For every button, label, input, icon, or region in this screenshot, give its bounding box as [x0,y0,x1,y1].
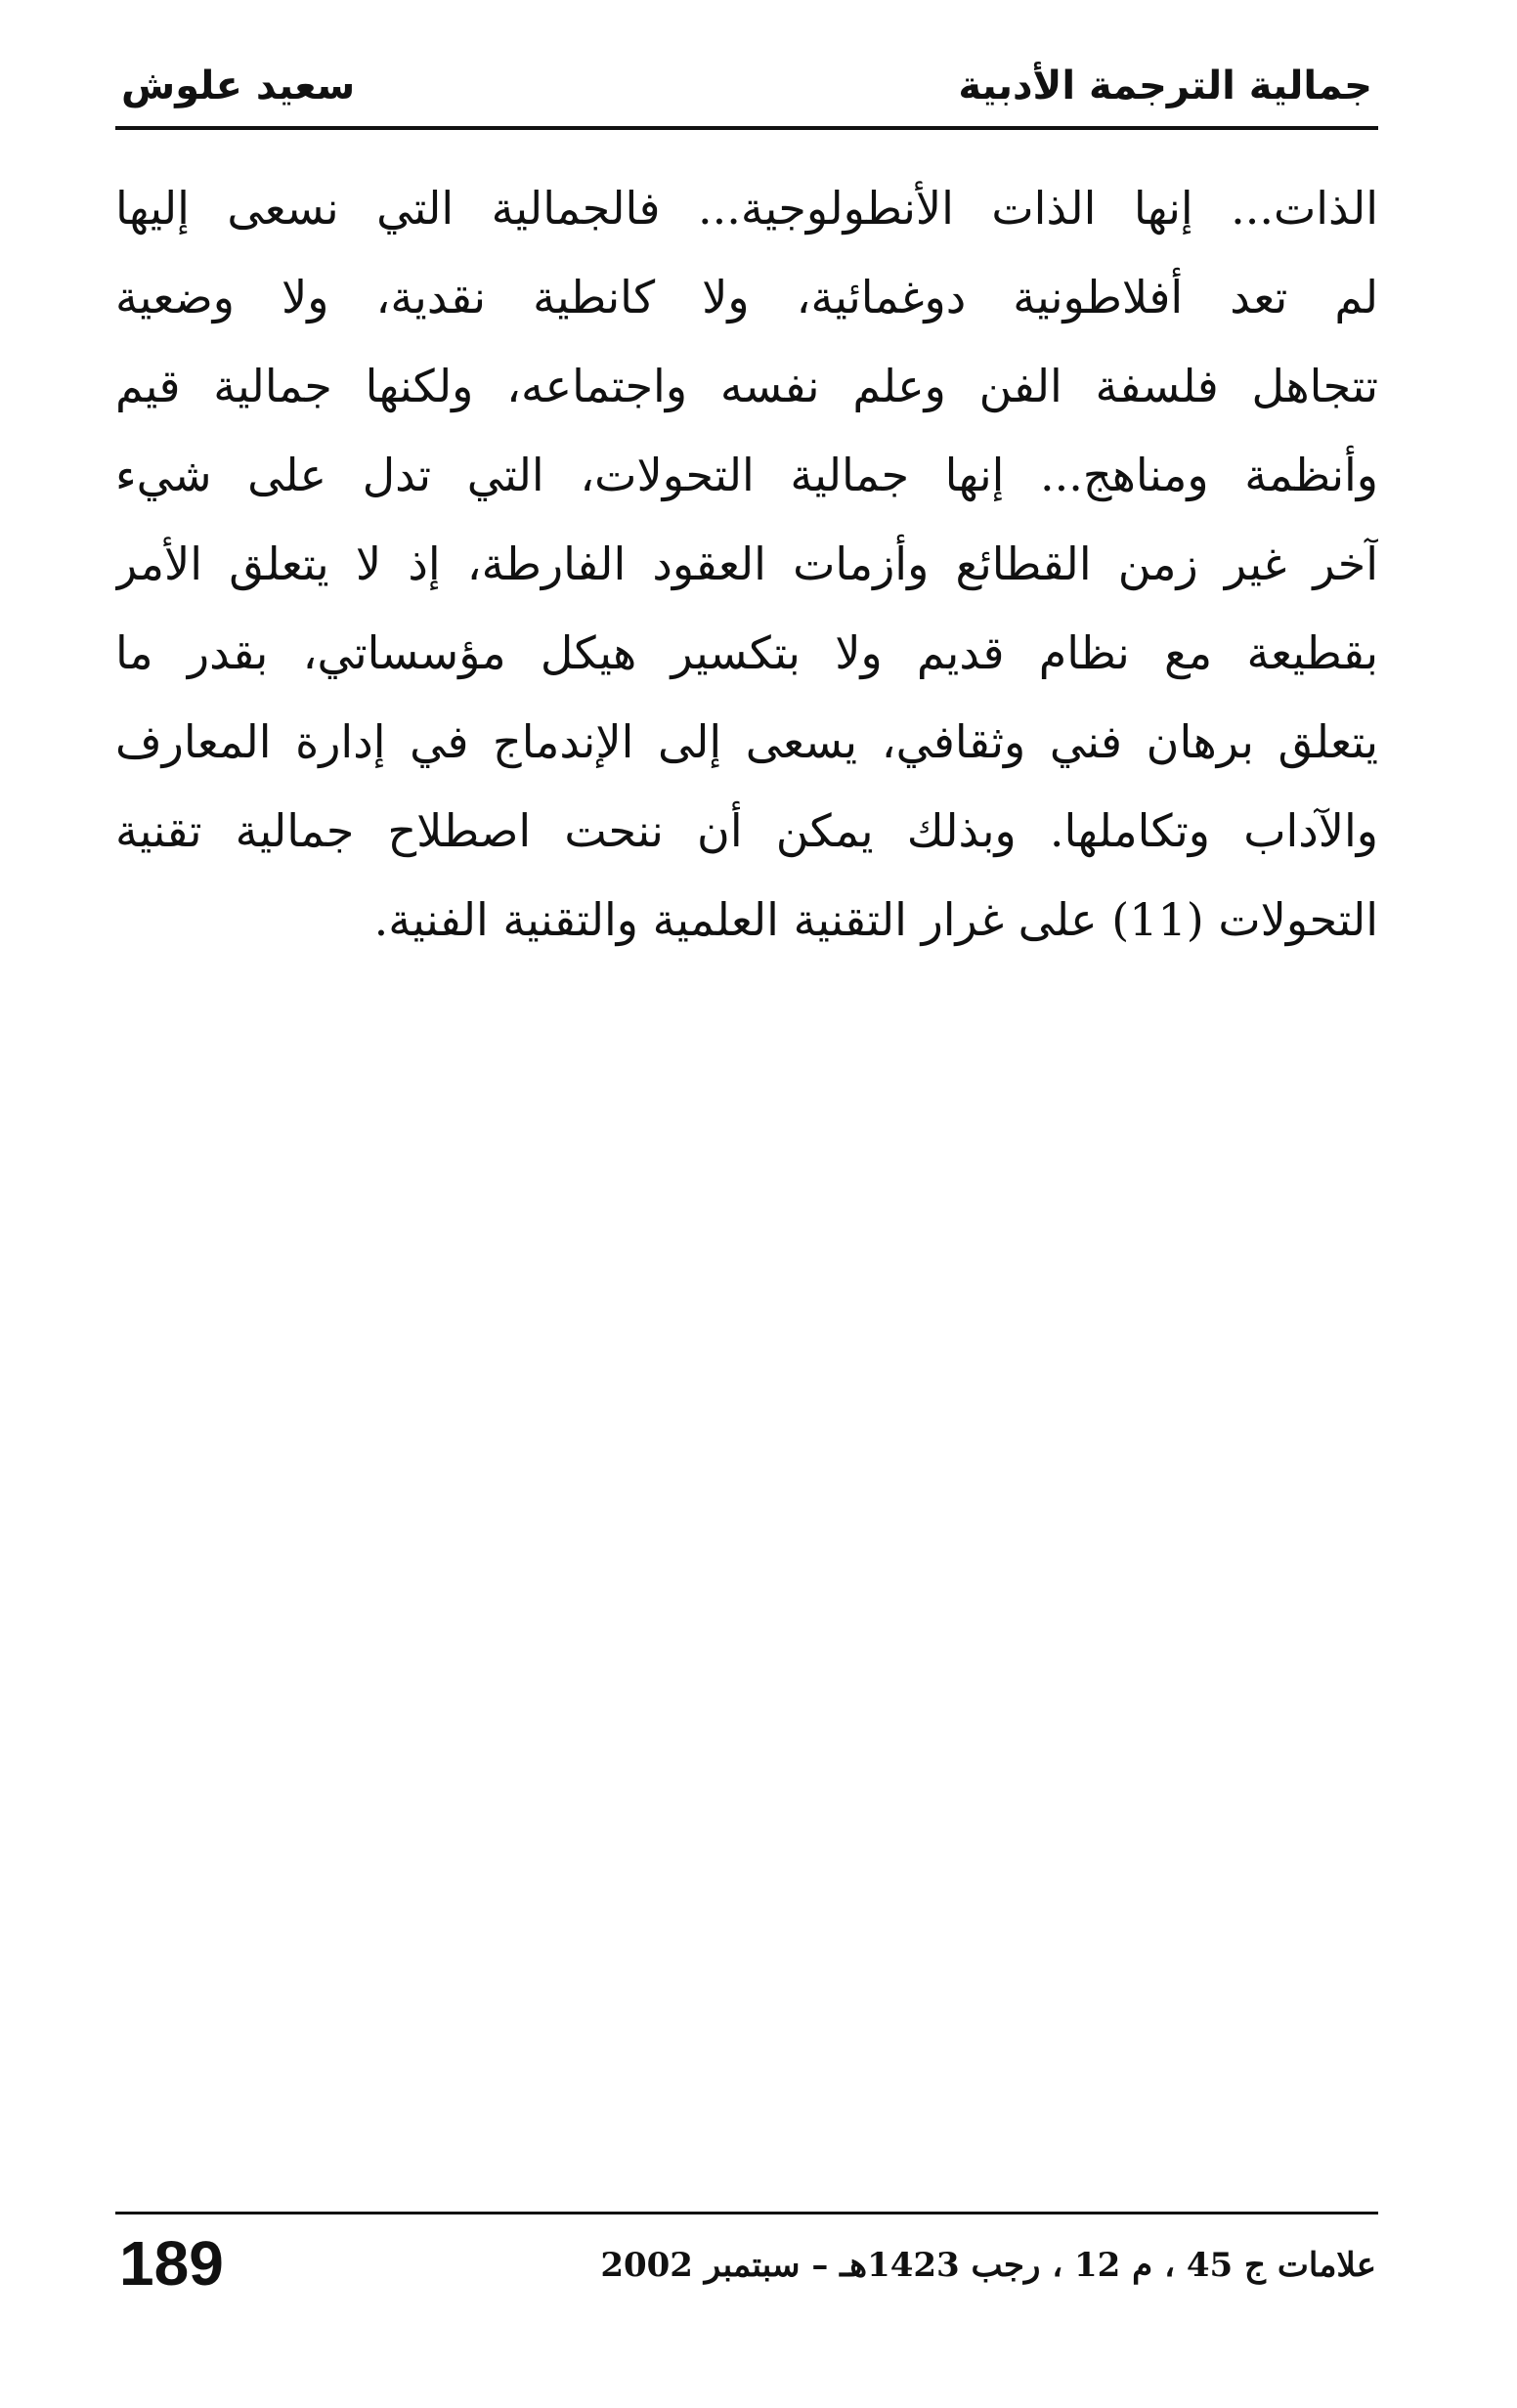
paragraph-line: والآداب وتكاملها. وبذلك يمكن أن ننحت اصطلاح جمالية تقنية [115,804,1378,857]
journal-citation: علامات ج 45 ، م 12 ، رجب 1423هـ – سبتمبر 2002 [600,2246,1376,2285]
paragraph-line: وأنظمة ومناهج... إنها جمالية التحولات، التي تدل على شيء [115,449,1378,501]
paragraph-line: بقطيعة مع نظام قديم ولا بتكسير هيكل مؤسساتي، بقدر ما [115,626,1378,679]
paragraph-line: تتجاهل فلسفة الفن وعلم نفسه واجتماعه، ولكنها جمالية قيم [115,360,1378,412]
document-page [115,0,1378,2408]
running-header-title: جمالية الترجمة الأدبية [958,64,1372,108]
paragraph-line: لم تعد أفلاطونية دوغمائية، ولا كانطية نقدية، ولا وضعية [115,271,1378,323]
paragraph-line: آخر غير زمن القطائع وأزمات العقود الفارطة، إذ لا يتعلق الأمر [115,538,1378,590]
paragraph-line: الذات... إنها الذات الأنطولوجية... فالجمالية التي نسعى إليها [115,182,1378,235]
running-header-author: سعيد علوش [121,64,356,108]
paragraph-line: يتعلق برهان فني وثقافي، يسعى إلى الإندماج في إدارة المعارف [115,715,1378,768]
header-divider [115,126,1378,130]
footer-divider [115,2212,1378,2214]
page-number: 189 [119,2228,224,2299]
body-paragraph [115,164,1378,965]
running-header [115,57,1378,125]
paragraph-line-last: التحولات (11) على غرار التقنية العلمية والتقنية الفنية. [373,893,1378,946]
